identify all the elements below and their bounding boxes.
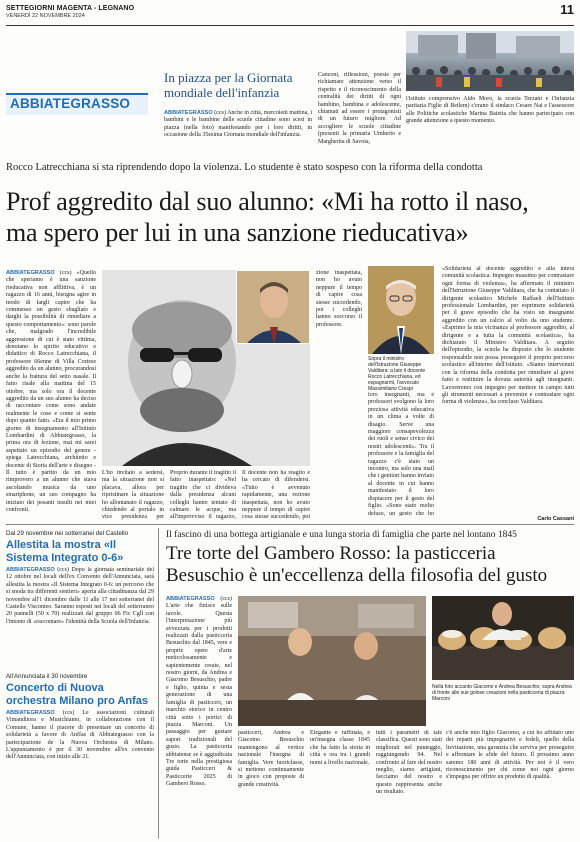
brief1-text xyxy=(6,567,154,667)
main-article-kicker: Rocco Latrecchiana si sta riprendendo dopo la violenza. Lo studente è stato sospeso con la riforma della condotta xyxy=(6,162,483,173)
brief2-text xyxy=(6,710,154,836)
main-article-location: ABBIATEGRASSO xyxy=(6,270,55,276)
top-article-title: In piazza per la Giornata mondiale dell'infanzia xyxy=(164,70,293,100)
bottom-article-col5: c'è anche mio figlio Giacomo, a cui ho affidato uno dei reparti più impegnativi e fedeli, quello della lievitazione, una garanzia che serviva per proseguire e affrontare le sfide del futuro. Il prossimo anno saremo 180 anni di attività. Per noi è il vero riconoscimento per chi come noi ogni giorno s'impegna per offrire un prodotto di qualità. xyxy=(446,730,574,781)
pastry-photo-caption: Nella foto accanto Giacomo e Andrea Besuschio; sopra Andrea di fronte alle sue golose creazioni nella pasticceria di piazza Marconi xyxy=(432,684,572,702)
main-article-headline xyxy=(6,186,574,248)
brief2-title: Concerto di Nuova orchestra Milano pro Anfas xyxy=(6,682,149,707)
pastry-chefs-photo xyxy=(238,596,426,726)
brief1-location: ABBIATEGRASSO xyxy=(6,567,55,573)
top-article-location: ABBIATEGRASSO xyxy=(164,110,213,116)
column-divider xyxy=(158,528,159,838)
brief1-kicker: Dal 29 novembre nei sotterranei del Castello xyxy=(6,530,129,537)
bottom-headline-line2: Besuschio è un'eccellenza della filosofia del gusto xyxy=(166,565,548,586)
top-article-col1-text: (ccs) Anche in città, mercoledì mattina, i bambini e le bambine delle scuole cittadine sono scesi in piazza (nella foto) manifestando per i loro diritti, in occasione della 35esima Giornata mondiale dell'infanzia. xyxy=(164,110,312,139)
publication-name: SETTEGIORNI MAGENTA - LEGNANO xyxy=(6,5,135,12)
pastry-display-photo xyxy=(432,596,574,680)
bottom-article-headline xyxy=(166,543,574,587)
minister-photo-caption: Sopra il ministro dell'Istruzione Giuseppe Valditara; a lato il docente Rocco Latrecchiana, ed espagnarmi, l'avvocato Massimiliano Crespi xyxy=(368,356,426,392)
page-number: 11 xyxy=(560,2,574,17)
brief2-kicker: All'Annunciata il 30 novembre xyxy=(6,673,88,680)
top-article-col2: Canzoni, riflessioni, poesie per richiamare attenzione verso il rispetto e il riconoscimento della centralità dei diritti di ogni bambino, bambina e adolescente, chiamati ad essere i protagonisti di un futuro migliore. Ad accogliere le scuole cittadine (presenti la primaria Umberto e Margherita di Savoia, xyxy=(318,72,401,145)
bottom-headline-line1: Tre torte del Gambero Rosso: la pasticceria xyxy=(166,543,496,564)
main-article-col2-text: loro insegnanti, ma è professori svolgono la loro preziosa attività educativa in un clima a volte di disagio. Serve una maggiore consapevolezza dei ruoli e senso civico dei nostri adolescenti». Tra il professore e la famiglia del ragazzo c'è stato un incontro, ma solo una mail che i genitori hanno inviato al docente in cui hanno manifestato il loro dispiacere per il gesto del figlio. «Sono stato molto deluso, un gesto che ho xyxy=(368,392,434,516)
bottom-article-kicker: Il fascino di una bottega artigianale e una lunga storia di famiglia che parte nel lontano 1845 xyxy=(166,530,517,540)
main-under-col2: Proprio durante il tragitto il fatto inaspettato: «Nel tragitto che ci divideva dalla presidenza alcuni colleghi hanno tentato di calmare le acque, ma all'improvviso il ragazzo, xyxy=(170,470,236,520)
bottom-article-col2: pasticceri, Andrea e Giacomo Besuschio mantengono al vertice nazionale l'insegna di famiglia. Vere fuoriclasse, si mettono continuamente in gioco con proposte di grande creatività. xyxy=(238,730,304,788)
main-article-col3: «Solidarietà al docente aggredito e alla intera comunità scolastica. Impegno massimo per contrastare ogni forma di violenza», ha affermato il ministro dell'Istruzione Giuseppe Valditara, che ha contattato il dirigente scolastico Michele Raffaeli dell'Istituto professionale Lombardini, per esprimere solidarietà per il grave episodio che ha visto un insegnante aggredito con un calcio al volto da uno studente. «Esprimo la mia vicinanza al professore aggredito, al dirigente e a tutta la comunità scolastica», ha dichiarato il Ministro Valditara. A seguito dell'episodio, la scuola ha disposto che lo studente responsabile non possa proseguire il proprio percorso scolastico all'interno dell'istituto. «Siamo intervenuti con la riforma della condotta per rimediare al grave fatto e restituire la dovuta autorità agli insegnanti. Lavoreremo con impegno per mettere in campo tutti gli strumenti necessari a prevenire e contrastare ogni forma di violenza», ha concluso Valditara. xyxy=(442,266,574,406)
main-under-col3: Il docente non ha reagito e ha cercato di difendersi. «Tutto è avvenuto rapidamente, una rezione inaspettata, non ho avuto neppure il tempo di capire cosa stesse succedendo, poi xyxy=(242,470,310,520)
brief2-location: ABBIATEGRASSO xyxy=(6,710,55,716)
main-headline-line1: Prof aggredito dal suo alunno: «Mi ha rotto il naso, xyxy=(6,187,529,216)
section-label: ABBIATEGRASSO xyxy=(10,96,131,111)
brief2-body: (ccs) Le associazioni culturali Vimanditora e Musichiamo, in collaborazione con il Comune, hanno il piacere di presentare un concerto di solidarietà a favore di Anffas di Abbiategrasso con la partecipazione de la Nuova Orchestra di Milano. L'appuntamento è per il 30 novembre all'ex convento dell'Annunciata, con inizio alle 21. xyxy=(6,710,154,761)
masthead xyxy=(6,5,134,19)
publication-date: VENERDÌ 22 NOVEMBRE 2024 xyxy=(6,13,85,19)
section-divider xyxy=(6,524,574,525)
bottom-article-col3: Elegante e raffinata, è un'insegna classe 1845 che ha fatto la storia in città e ora tra i grandi nomi a livello nazionale. xyxy=(310,730,370,766)
top-article-col3: l'istituto comprensivo Aldo Moro, la scuola Terzani e l'infanzia paritaria Figlie di Betlem) c'erano il sindaco Cesare Nai e l'assessore alle Politiche scolastiche Marina Baietta che hanno partecipato con grande attenzione a questo momento. xyxy=(406,96,574,125)
bottom-article-col1-text: (ccs) L'arte che finisce sulle tavole. Questa l'interpretazione più avvezzata per i prodotti realizzati dalla pasticceria Besuschio dal 1845, vere e proprie opere d'arte meticolosamente e sapientemente create, nel nostro giorni, da Andrea e Giacomo Besuschio, padre e figlio, quinta e sesta generazione di una famiglia di pasticceri, un marchio storico in centro città sotto i portici di piazza Marconi. Un passaggio per gustare sapori tradizionali del gusto. La pasticceria abbiatense se è aggiudicata Tre torte nella prestigiosa guida Pasticceri & Pasticcerie 2025 di Gambero Rosso. xyxy=(166,596,232,788)
children-in-square-photo xyxy=(406,31,574,91)
main-article-col1-text: (ccs) «Quello che speriamo è una sanzione rieducativa non afflittiva, è un ragazzo di 16 anni, bisogna agire in modo di fargli capire che ha commesso un gesto sbagliato e darghi la possibilità di rimediare a questo comportamento»: sono parole che, malgrado l'incredibile aggressione di cui è stato vittima, denotano lo spirito educativo e didattico di Rocco Latrecchiana, il professore 66enne di Villa Cortese aggredito da un alunno, procurandosi anche la frattura del setto nasale. Il fatto risale alla mattina del 15 ottobre, ma solo ora il docente aggredito da un suo alunno ha deciso di raccontare come sono andate realmente le cose e come si sente dopo quanto fatto. «Era il mio primo giorno di insegnamento all'Istituto Lombardini di Abbiategrasso, la prima ora di lezione, mai mi sarei aspettato un episodio del genere - spiega Latrecchiana, architetto e docente di Storia dell'arte e disegno - Il tutto è partito da un mio rimprovero a un alunno che stava ascoltando musica da uno smartphone, un suo compagno ha iniziato dei pesanti insulti nei miei confronti. xyxy=(6,270,96,513)
header-divider xyxy=(6,25,574,26)
main-under-col1: L'ho invitato a sedersi, ma la situazione non si placava, allora per ripristinare la situazione ho allontanato il ragazzo, chiedendo al portalo in vice presidenza per xyxy=(102,470,164,520)
bottom-article-col4: tutti i parametri di tale classifica. Questi sono stati migliorati nel punteggio, raggiungendo 94. Nel confronto al fare del nostro meglio, siamo artigiani, facciamo del nostro e questo rappresenta anche un risultato. xyxy=(376,730,442,796)
main-article-col4: zione inaspettata, non ho avuto neppure il tempo di capire cosa stesse succedendo, poi i colleghi hanno soccorso il professore. xyxy=(316,270,362,328)
bottom-article-col1 xyxy=(166,596,232,836)
minister-photo xyxy=(368,266,434,354)
main-article-col1 xyxy=(6,270,96,524)
bottom-article-location: ABBIATEGRASSO xyxy=(166,596,215,602)
article-signature: Carlo Cassani xyxy=(537,516,574,522)
top-article-col1 xyxy=(164,110,312,154)
lawyer-photo xyxy=(236,270,310,344)
main-headline-line2: ma spero per lui in una sanzione rieducativa» xyxy=(6,218,469,247)
brief1-body: (ccs) Dopo la giornata seminariale del 12 ottobre nel locali dell'ex Convento dell'Annunciata, sarà allestita la mostra «Il Sistema Integrato 0-6: un percorso che si snoda tra differenti sentieri» aperta alla cittadinanza dal 29 novembre all'1 dicembre dalle 11 alle 17 nei sotterranei del Castello Visconteo. Saranno esposti nei locali del sotterraneo 20 pannelli (50 x 70) realizzati dal gruppo 06 Fic Cgll con l'intento di «raccontare» l'identità della Scuola dell'Infanzia. xyxy=(6,567,154,625)
brief1-title: Allestita la mostra «Il Sistema Integrato 0-6» xyxy=(6,539,124,564)
main-article-col2 xyxy=(368,392,434,516)
